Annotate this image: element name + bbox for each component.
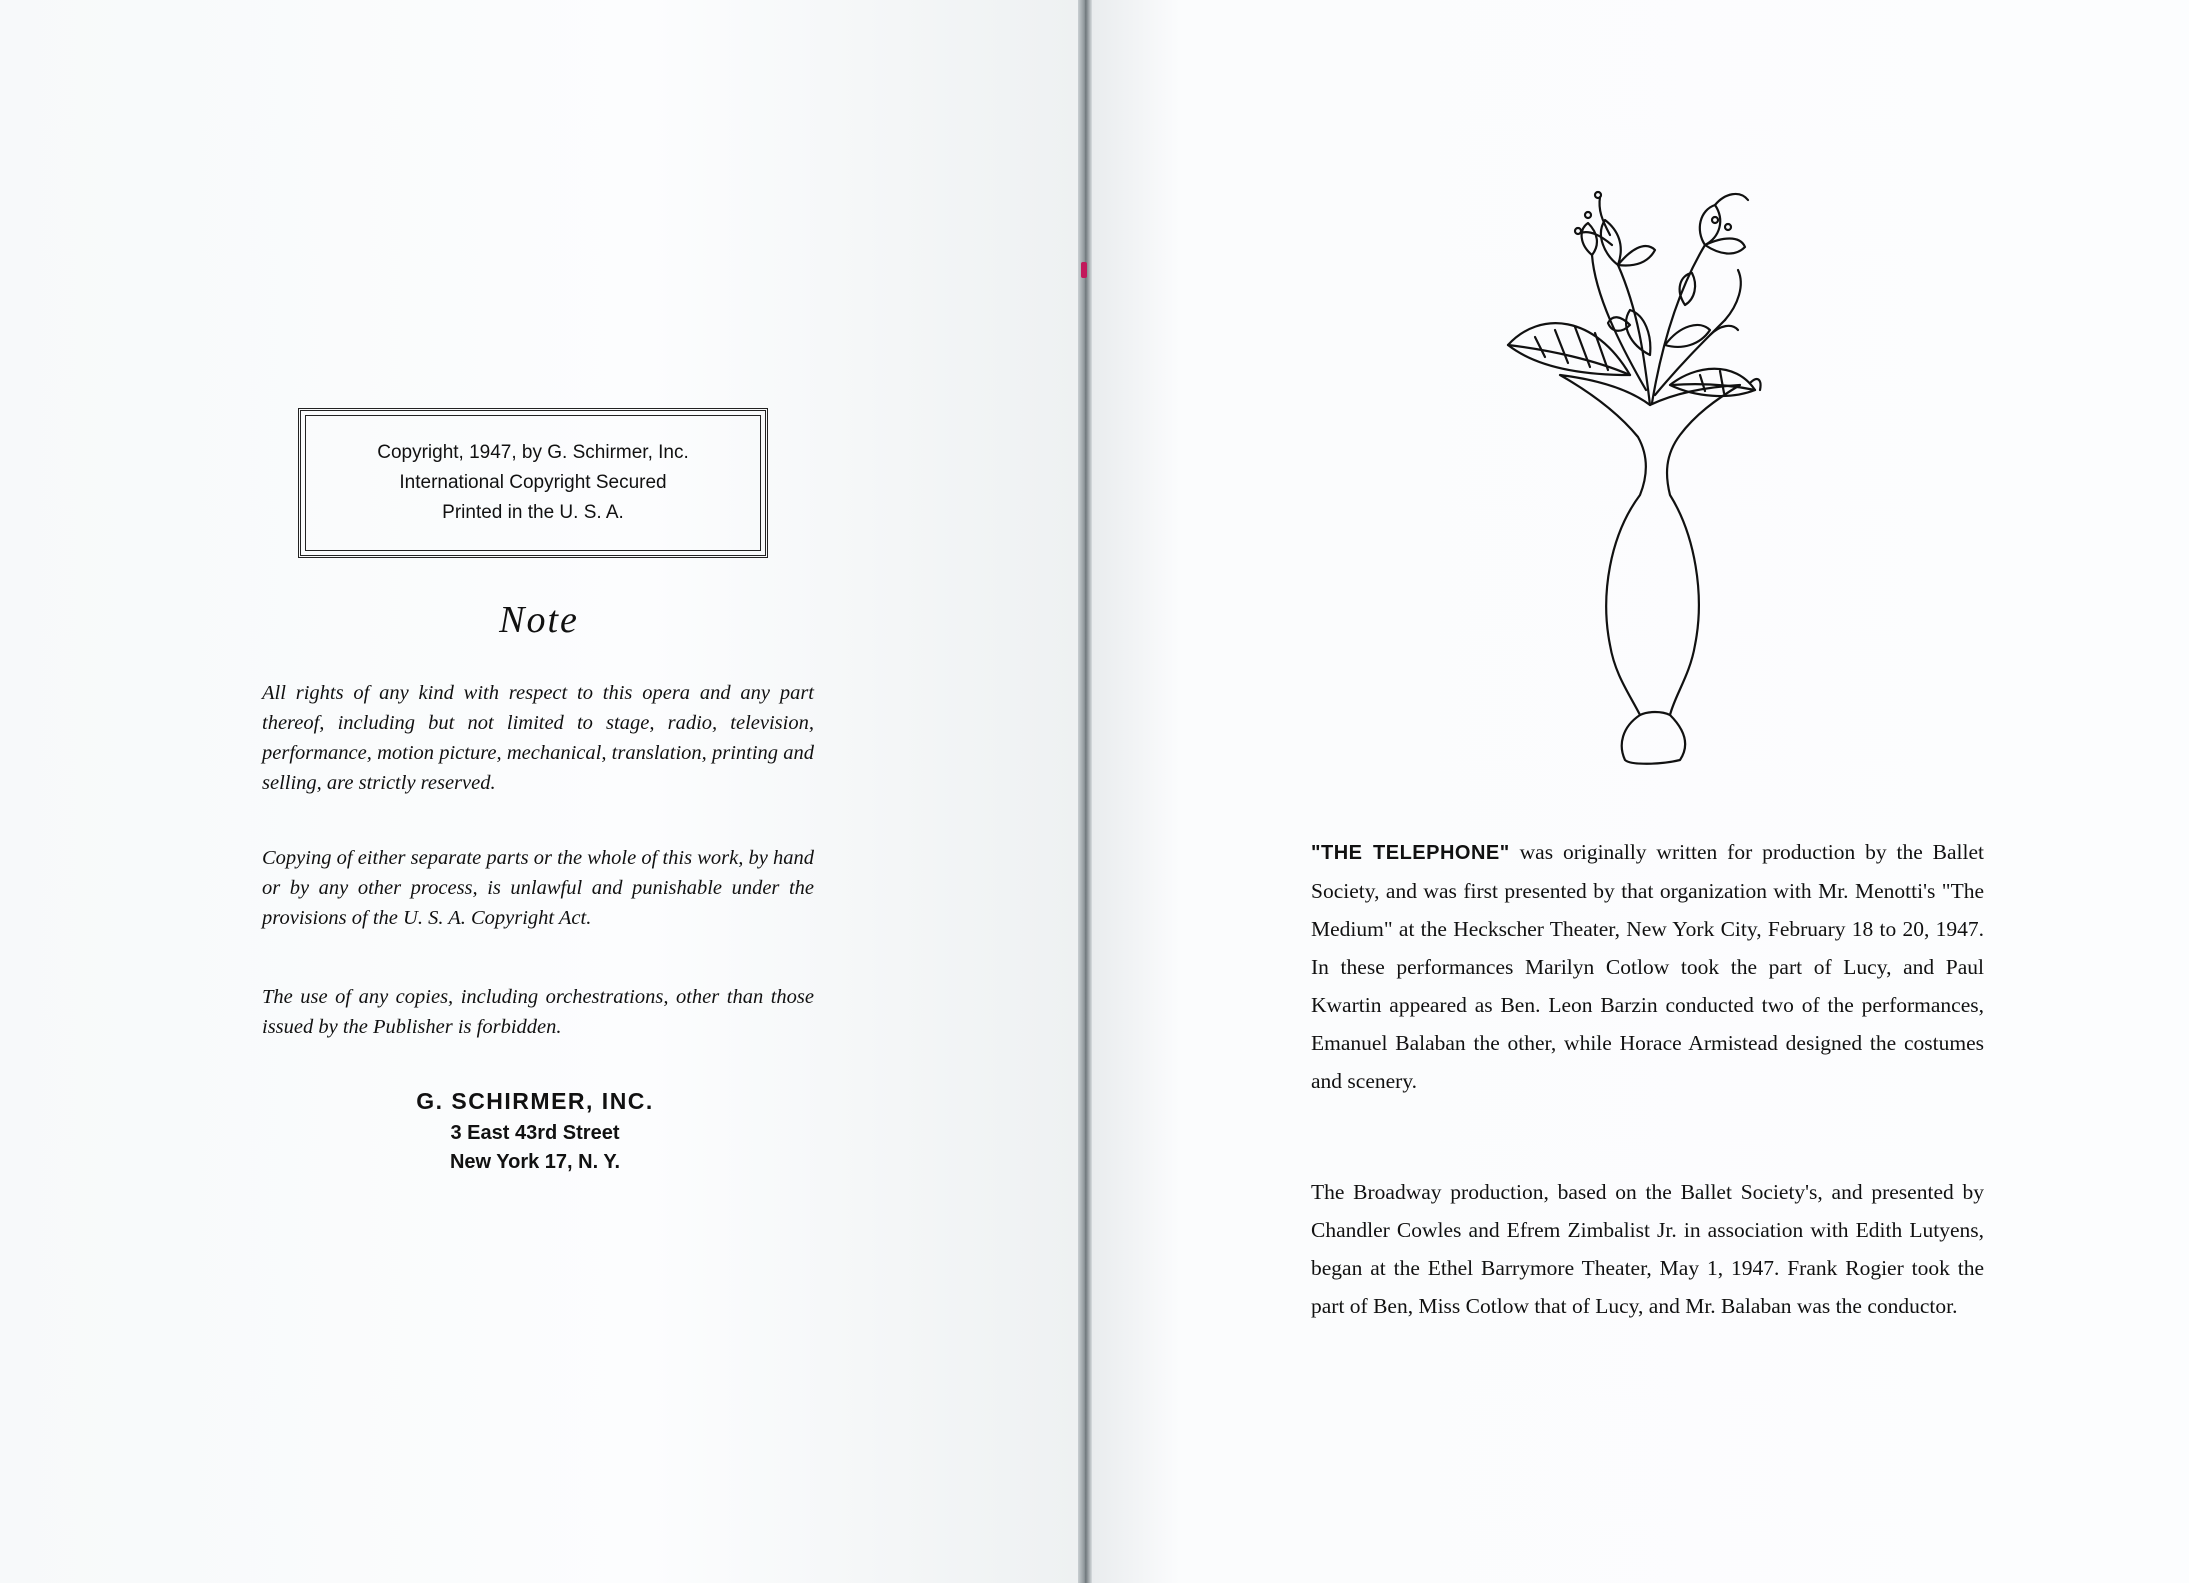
note-paragraph-copies: The use of any copies, including orchestrations, other than those issued by the Publisher is forbidden. xyxy=(262,986,814,1038)
broadway-production-paragraph: The Broadway production, based on the Ballet Society's, and presented by Chandler Cowles and Efrem Zimbalist Jr. in association with Edith Lutyens, began at the Ethel Barrymore Theater, May 1, 1947. Frank Rogier took the part of Ben, Miss Cotlow that of Lucy, and Mr. Balaban was the conductor. xyxy=(1311,1180,1984,1318)
publisher-name: G. SCHIRMER, INC. xyxy=(416,1088,654,1114)
copyright-box xyxy=(298,408,768,558)
note-paragraph-rights: All rights of any kind with respect to this opera and any part thereof, including but not limited to stage, radio, television, performance, motion picture, mechanical, translation, printing and selling, are strictly reserved. xyxy=(262,682,814,794)
publisher-street: 3 East 43rd Street xyxy=(450,1122,620,1144)
publisher-block xyxy=(360,1083,710,1177)
copyright-line: Copyright, 1947, by G. Schirmer, Inc. xyxy=(377,442,689,463)
printed-in-line: Printed in the U. S. A. xyxy=(442,502,624,523)
show-through-decoration xyxy=(740,215,762,307)
flower-vase-illustration xyxy=(1500,175,1770,775)
binding-thread xyxy=(1081,262,1087,278)
original-production-text: was originally written for production by the Ballet Society, and was first presented by that organization with Mr. Menotti's "The Medium" at the Heckscher Theater, New York City, February 18 to 20, 1947. In these performances Marilyn Cotlow took the part of Lucy, and Paul Kwartin appeared as Ben. Leon Barzin conducted two of the performances, Emanuel Balaban the other, while Horace Armistead designed the costumes and scenery. xyxy=(1311,840,1984,1093)
opera-title: "THE TELEPHONE" xyxy=(1311,842,1510,864)
publisher-city: New York 17, N. Y. xyxy=(449,1151,621,1173)
original-production-paragraph xyxy=(1311,833,1984,1100)
note-paragraph-copying: Copying of either separate parts or the whole of this work, by hand or by any other process, is unlawful and punishable under the provisions of the U. S. A. Copyright Act. xyxy=(262,847,814,929)
book-spine xyxy=(1078,0,1092,1583)
copyright-secured-line: International Copyright Secured xyxy=(399,472,667,493)
note-heading: Note xyxy=(499,599,579,641)
